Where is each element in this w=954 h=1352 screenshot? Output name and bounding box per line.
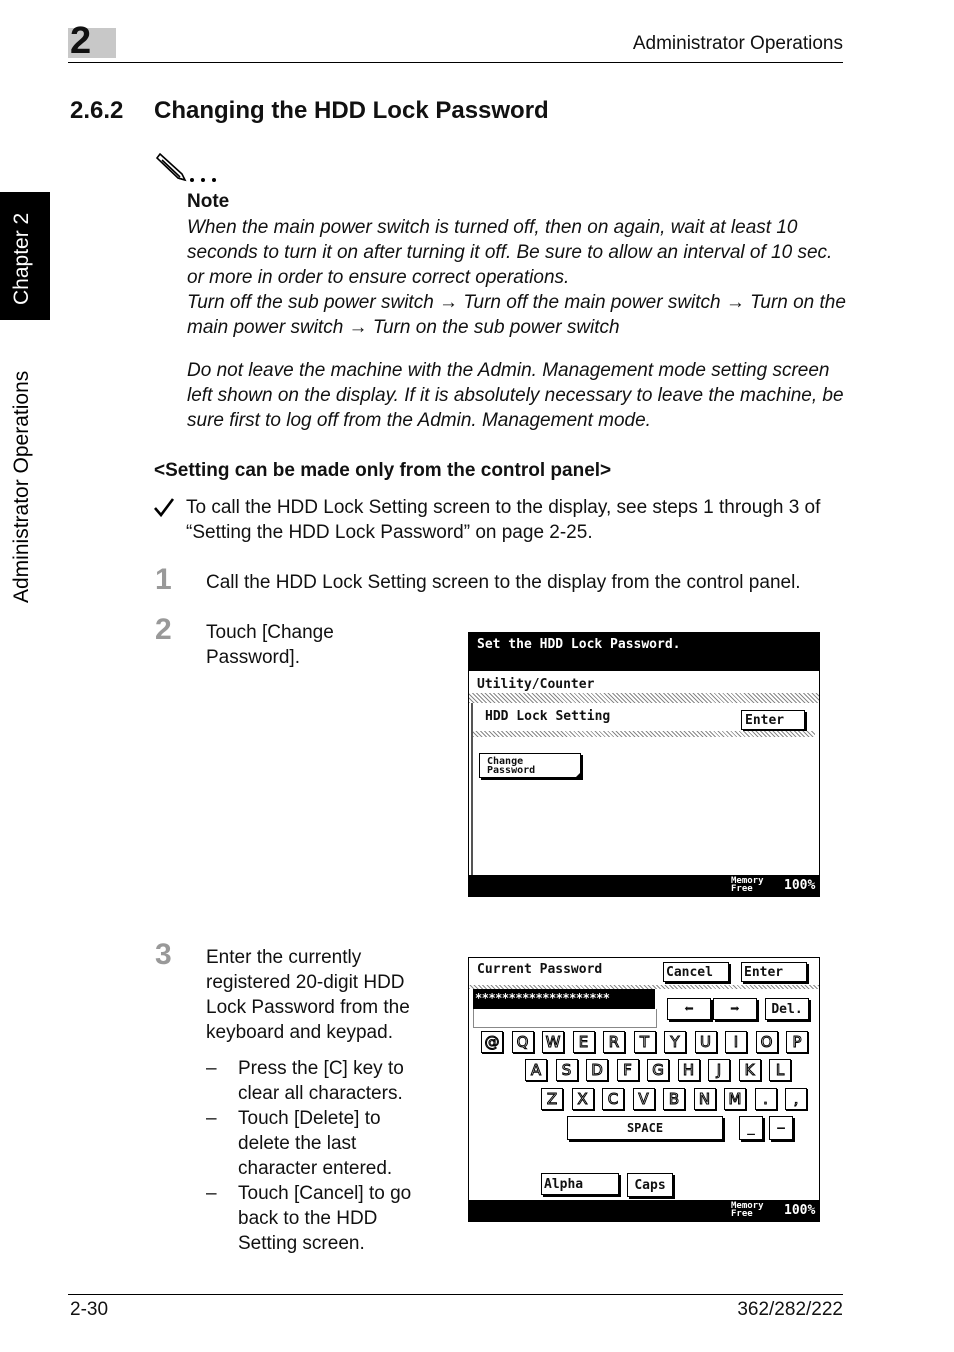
control-panel-subheading: <Setting can be made only from the control panel> <box>154 460 612 481</box>
enter-button[interactable]: Enter <box>741 710 805 730</box>
header-rule <box>68 62 843 63</box>
underscore-key[interactable]: _ <box>739 1116 763 1140</box>
keyboard-key[interactable]: I <box>725 1031 747 1053</box>
keyboard-key[interactable]: . <box>755 1088 777 1110</box>
keyboard-key[interactable]: J <box>708 1059 730 1081</box>
memory-value: 100% <box>784 878 816 893</box>
delete-button[interactable]: Del. <box>765 998 809 1020</box>
keyboard-key[interactable]: O <box>756 1031 778 1053</box>
keyboard-key[interactable]: C <box>602 1088 624 1110</box>
dash-key[interactable]: – <box>769 1116 793 1140</box>
page-number: 2-30 <box>70 1299 109 1320</box>
keyboard-key[interactable]: M <box>724 1088 746 1110</box>
hatch-bar <box>469 693 819 703</box>
keyboard-key[interactable]: T <box>634 1031 656 1053</box>
corner-triangle-icon <box>574 773 580 779</box>
space-key[interactable]: SPACE <box>567 1116 723 1140</box>
memory-label-line-2: Free <box>731 1209 753 1219</box>
section-number: 2.6.2 <box>70 97 124 124</box>
keyboard-key[interactable]: N <box>694 1088 716 1110</box>
memory-label-line-1: Memory <box>731 1201 764 1211</box>
password-field-underlay <box>473 1009 657 1028</box>
section-title: Changing the HDD Lock Password <box>154 97 549 124</box>
memory-label-line-2: Free <box>731 884 753 894</box>
list-item: – Touch [Cancel] to go back to the HDD Setting screen. <box>206 1183 412 1254</box>
keyboard-key[interactable]: A <box>525 1059 547 1081</box>
keyboard-key[interactable]: Z <box>541 1088 563 1110</box>
chapter-number: 2 <box>70 20 92 62</box>
hdd-lock-setting-screen <box>468 632 820 897</box>
keyboard-key[interactable]: D <box>586 1059 608 1081</box>
note-paragraph-2: Turn off the sub power switch → Turn off the main power switch → Turn on the main power switch → Turn on the sub power switch <box>187 292 846 338</box>
list-item: – Touch [Delete] to delete the last character entered. <box>206 1108 393 1179</box>
keyboard-key[interactable]: Q <box>512 1031 534 1053</box>
keyboard-key[interactable]: P <box>786 1031 808 1053</box>
step-number: 3 <box>155 938 172 971</box>
footer-rule <box>68 1294 843 1295</box>
step-text: Touch [Change Password]. <box>206 622 334 668</box>
password-entry-screen <box>468 957 820 1222</box>
alpha-button[interactable]: Alpha <box>541 1173 619 1195</box>
prerequisite-text: To call the HDD Lock Setting screen to the display, see steps 1 through 3 of “Setting the HDD Lock Password” on page 2-25. <box>186 497 821 543</box>
status-bar <box>469 875 819 896</box>
keyboard-key[interactable]: E <box>573 1031 595 1053</box>
memory-label <box>731 877 764 893</box>
step-number: 1 <box>155 563 172 596</box>
model-numbers: 362/282/222 <box>737 1299 843 1320</box>
keyboard-key[interactable]: F <box>617 1059 639 1081</box>
keyboard-key[interactable]: , <box>785 1088 807 1110</box>
keyboard-key[interactable]: @ <box>481 1031 503 1053</box>
breadcrumb: Utility/Counter <box>477 677 595 692</box>
keyboard-key[interactable]: H <box>678 1059 700 1081</box>
section-tab-label: Administrator Operations <box>10 370 33 603</box>
checkmark-icon <box>153 496 175 518</box>
note-label: Note <box>187 191 230 212</box>
keyboard-key[interactable]: B <box>663 1088 685 1110</box>
step3-substeps <box>206 1056 436 1256</box>
change-password-line-1: Change <box>487 755 524 767</box>
keyboard-key[interactable]: X <box>572 1088 594 1110</box>
cursor-right-button[interactable]: ➡ <box>713 998 757 1020</box>
keyboard-key[interactable]: S <box>556 1059 578 1081</box>
keyboard-key[interactable]: V <box>633 1088 655 1110</box>
step-text: Enter the currently registered 20-digit HDD Lock Password from the keyboard and keypad. <box>206 947 410 1043</box>
screen-title: Current Password <box>477 962 603 977</box>
change-password-button[interactable] <box>479 753 581 778</box>
caps-button[interactable]: Caps <box>627 1173 673 1197</box>
chapter-tab-label: Chapter 2 <box>10 212 33 305</box>
step-text: Call the HDD Lock Setting screen to the display from the control panel. <box>206 572 801 593</box>
status-bar <box>469 1200 819 1221</box>
keyboard-key[interactable]: W <box>542 1031 564 1053</box>
banner-text: Set the HDD Lock Password. <box>477 637 681 652</box>
list-item: – Press the [C] key to clear all characters. <box>206 1058 404 1104</box>
cursor-left-button[interactable]: ⬅ <box>667 998 711 1020</box>
keyboard-key[interactable]: R <box>603 1031 625 1053</box>
keyboard-key[interactable]: K <box>739 1059 761 1081</box>
pencil-note-icon <box>156 150 222 184</box>
memory-label-line-1: Memory <box>731 876 764 886</box>
note-paragraph-1: When the main power switch is turned off, then on again, wait at least 10 seconds to turn it on after turning it off. Be sure to allow an interval of 10 sec. or more in order to ensure correct operations. <box>187 217 833 288</box>
change-password-line-2: Password <box>487 764 536 776</box>
enter-button[interactable]: Enter <box>741 962 807 982</box>
password-value: ******************** <box>475 991 610 1005</box>
memory-value: 100% <box>784 1203 816 1218</box>
keyboard-key[interactable]: Y <box>664 1031 686 1053</box>
note-paragraph-3: Do not leave the machine with the Admin. Management mode setting screen left shown on the display. If it is absolutely necessary to leave the machine, be sure first to log off from the Admin. Management mode. <box>187 360 844 431</box>
cancel-button[interactable]: Cancel <box>663 962 729 982</box>
panel-title: HDD Lock Setting <box>485 709 611 724</box>
keyboard-key[interactable]: L <box>769 1059 791 1081</box>
keyboard-key[interactable]: U <box>695 1031 717 1053</box>
hatch-bar <box>473 731 815 737</box>
memory-label <box>731 1202 764 1218</box>
step-number: 2 <box>155 613 172 646</box>
running-title: Administrator Operations <box>632 33 843 54</box>
keyboard-key[interactable]: G <box>647 1059 669 1081</box>
